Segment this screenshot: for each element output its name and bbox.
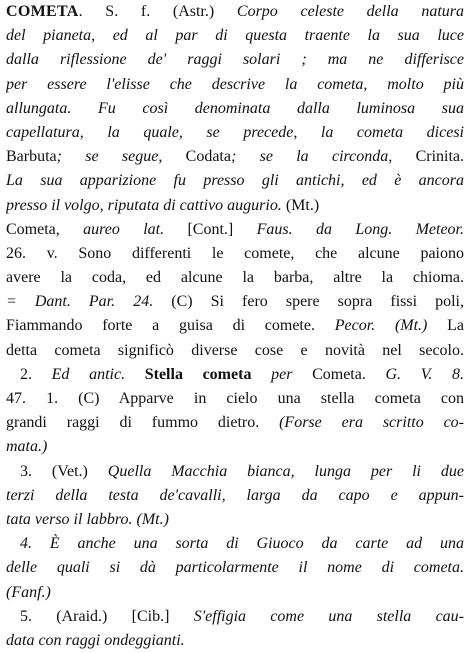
entry-text: La sua apparizione fu presso gli antichi, ed è ancora <box>6 172 464 190</box>
entry-line <box>6 145 464 169</box>
entry-text: 5. (Araid.) [Cib.] <box>20 607 194 625</box>
entry-text: Codata <box>185 148 231 166</box>
entry-text: detta cometa significò diverse cose e novità nel secolo. <box>6 341 464 359</box>
entry-text: terzi della testa de'cavalli, larga da capo e appun- <box>6 486 464 504</box>
entry-text: avere la coda, ed alcune la barba, altre la chioma. <box>6 269 464 287</box>
entry-text: capellatura, la quale, se precede, la cometa dicesi <box>6 123 464 141</box>
entry-text: (Mt.) <box>285 196 320 214</box>
entry-text: allungata. Fu così denominata dalla luminosa sua <box>6 99 464 117</box>
entry-line <box>6 48 464 72</box>
entry-text: (C) Si fero spere sopra fissi poli, <box>171 293 464 311</box>
entry-line <box>6 97 464 121</box>
entry-line <box>6 314 464 338</box>
entry-text: mata.) <box>6 438 48 456</box>
entry-line <box>6 508 464 532</box>
entry-text: ; se segue, <box>56 148 186 166</box>
entry-text: G. V. 8. <box>385 365 464 383</box>
entry-line <box>6 290 464 314</box>
entry-text: ; se la circonda, <box>230 148 416 166</box>
entry-text: 4. È anche una sorta di Giuoco da carte ad una <box>20 535 464 553</box>
entry-line <box>6 532 464 556</box>
entry-text: grandi raggi di fummo dietro. <box>6 414 280 432</box>
entry-line <box>6 169 464 193</box>
entry-line <box>6 629 464 653</box>
entry-text: 3. (Vet.) <box>20 462 108 480</box>
entry-text: Fiammando forte a guisa di comete. <box>6 317 335 335</box>
entry-text: dalla riflessione de' raggi solari ; ma ne differisce <box>6 51 464 69</box>
entry-text: Stella cometa <box>144 365 252 383</box>
entry-text: Quella Macchia bianca, lunga per li due <box>107 462 464 480</box>
entry-text: Ed antic. <box>51 365 145 383</box>
entry-line <box>6 242 464 266</box>
entry-text: presso il volgo, riputata di cattivo augurio. <box>6 196 286 214</box>
entry-text: (Forse era scritto co- <box>279 414 464 432</box>
entry-text: S'effigia come una stella cau- <box>193 607 464 625</box>
entry-text: del pianeta, ed al par di questa traente la sua luce <box>6 27 464 45</box>
entry-text: Pecor. (Mt.) <box>334 317 428 335</box>
entry-text: delle quali si dà particolarmente il nome di cometa. <box>6 559 464 577</box>
entry-line <box>6 339 464 363</box>
entry-text: per essere l'elisse che descrive la cometa, molto più <box>6 75 464 93</box>
entry-line <box>6 24 464 48</box>
entry-text: [Cont.] <box>187 220 257 238</box>
entry-line <box>6 266 464 290</box>
entry-text: tata verso il labbro. (Mt.) <box>6 510 169 528</box>
entry-line <box>6 484 464 508</box>
headword: COMETA <box>6 3 79 20</box>
entry-text: per <box>251 365 313 383</box>
entry-text: 47. 1. (C) Apparve in cielo una stella cometa con <box>6 390 464 407</box>
entry-line <box>6 435 464 459</box>
entry-line <box>6 460 464 484</box>
entry-text: data con raggi ondeggianti. <box>6 631 185 649</box>
entry-line <box>6 411 464 435</box>
entry-text: 26. v. Sono differenti le comete, che alcune paiono <box>6 244 464 262</box>
entry-line <box>6 121 464 145</box>
entry-text: Cometa. <box>312 365 386 383</box>
entry-line <box>6 605 464 629</box>
entry-text: 2. <box>20 365 52 383</box>
entry-text: (Fanf.) <box>6 583 51 601</box>
entry-line <box>6 194 464 218</box>
entry-text: . S. f. (Astr.) <box>78 3 237 20</box>
entry-line <box>6 581 464 605</box>
entry-line <box>6 0 464 24</box>
entry-line <box>6 363 464 387</box>
entry-line <box>6 387 464 411</box>
entry-text: Corpo celeste della natura <box>236 3 464 20</box>
entry-text: Crinita. <box>415 148 464 166</box>
entry-text: = Dant. Par. 24. <box>6 293 172 311</box>
entry-line <box>6 73 464 97</box>
entry-line <box>6 218 464 242</box>
entry-text: Faus. da Long. Meteor. <box>256 220 464 238</box>
entry-text: Cometa, <box>6 220 84 238</box>
entry-text: aureo lat. <box>83 220 188 238</box>
entry-text: La <box>427 317 464 335</box>
entry-text: Barbuta <box>6 148 57 166</box>
